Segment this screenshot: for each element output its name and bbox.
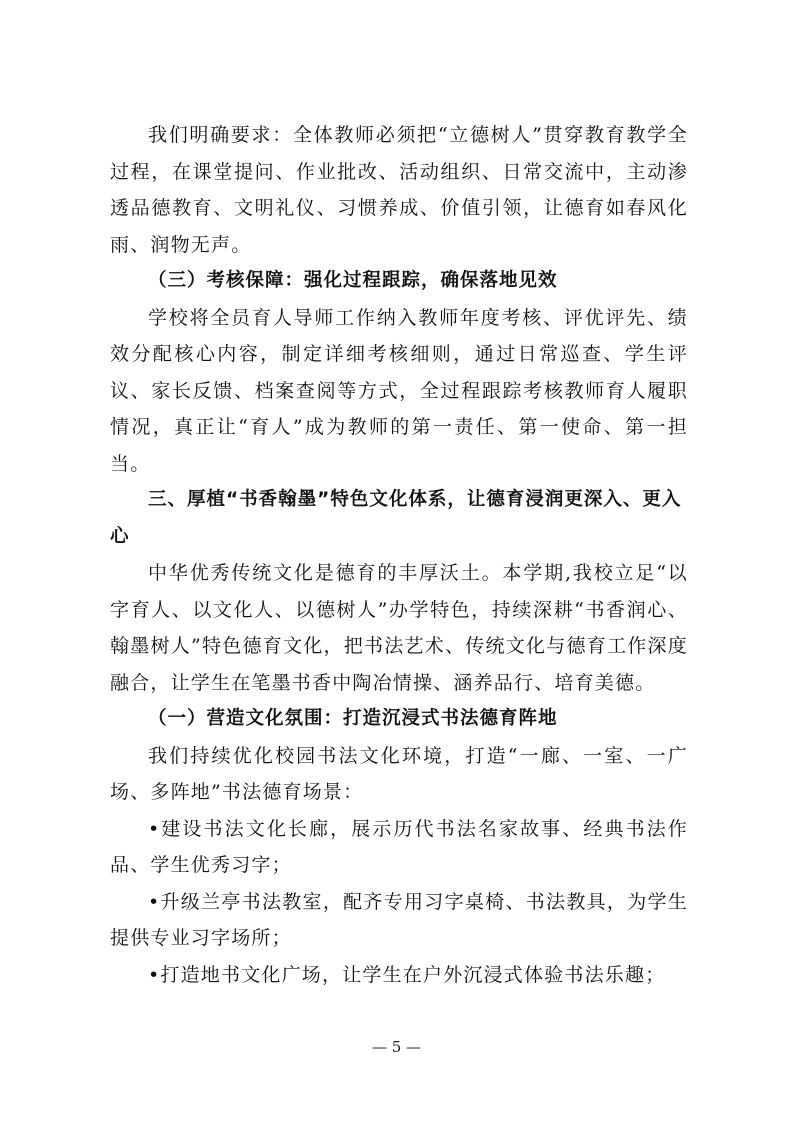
- heading-atmosphere: （一）营造文化氛围：打造沉浸式书法德育阵地: [148, 708, 558, 729]
- bullet-classroom: •升级兰亭书法教室，配齐专用习字桌椅、书法教具，为学生提供专业习字场所；: [110, 890, 688, 949]
- bullet-square: •打造地书文化广场，让学生在户外沉浸式体验书法乐趣；: [148, 963, 666, 986]
- paragraph-assessment: 学校将全员育人导师工作纳入教师年度考核、评优评先、绩效分配核心内容，制定详细考核细则，通过日常巡查、学生评议、家长反馈、档案查阅等方式，全过程跟踪考核教师育人履职情况，真正让“育人”成为教师的第一责任、第一使命、第一担当。: [110, 306, 688, 475]
- paragraph-atmosphere: 我们持续优化校园书法文化环境，打造“一廊、一室、一广场、多阵地”书法德育场景：: [110, 744, 688, 803]
- document-body: [110, 117, 688, 993]
- page-number: — 5 —: [371, 1038, 422, 1056]
- heading-culture-system: 三、厚植“书香翰墨”特色文化体系，让德育浸润更深入、更入心: [110, 489, 682, 547]
- heading-assessment: （三）考核保障：强化过程跟踪，确保落地见效: [148, 270, 558, 291]
- paragraph-requirements: 我们明确要求：全体教师必须把“立德树人”贯穿教育教学全过程，在课堂提问、作业批改、活动组织、日常交流中，主动渗透品德教育、文明礼仪、习惯养成、价值引领，让德育如春风化雨、润物无声。: [110, 124, 688, 256]
- paragraph-culture-system: 中华优秀传统文化是德育的丰厚沃土。本学期,我校立足“以字育人、以文化人、以德树人”办学特色，持续深耕“书香润心、翰墨树人”特色德育文化，把书法艺术、传统文化与德育工作深度融合，让学生在笔墨书香中陶冶情操、涵养品行、培育美德。: [110, 562, 688, 694]
- bullet-corridor: •建设书法文化长廊，展示历代书法名家故事、经典书法作品、学生优秀习字；: [110, 817, 688, 876]
